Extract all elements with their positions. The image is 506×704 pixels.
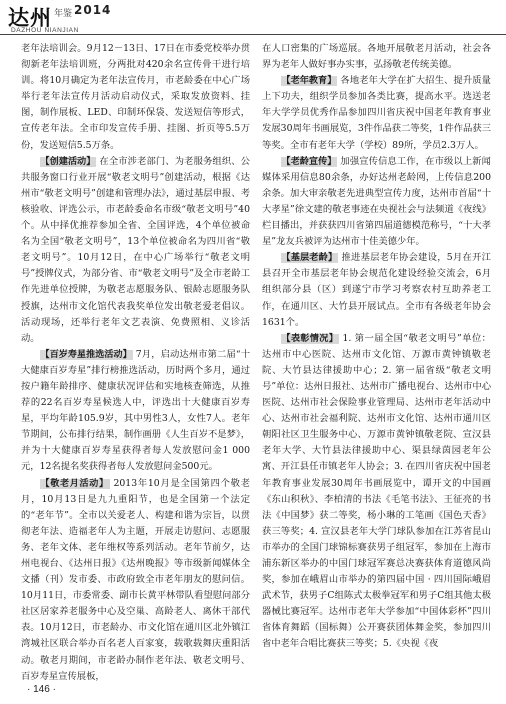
paragraph-text: 7月，启动达州市第二届“十大健康百岁寿星”排行榜推选活动，历时两个多月，通过按户籍年龄排序、健康状况评估和实地核查筛选，从推荐的22名百岁寿星候选人中，评选出十大健康百岁寿星，平均年龄105.9岁，其中男性3人，女性7人。老年节期间，公布排行结果，制作画册《人生百岁不是梦》，并为十大健康百岁寿星获得者每人发放慰问金1 000元，12名提名奖获得者每人发放慰问金500元。 bbox=[21, 348, 250, 473]
paragraph bbox=[21, 476, 250, 685]
running-header bbox=[0, 0, 506, 36]
header-rule bbox=[0, 34, 506, 35]
paragraph-text: 1. 第一届全国“敬老文明号”单位：达州市中心医院、达州市文化馆、万源市黄钟镇敬老院、大竹县达律援助中心；2. 第一届省级“敬老文明号”单位：达州日报社、达州市广播电视台、达州市中心医院、达州市社会保险事业管理局、达州市老年活动中心、达州市社会福利院、达州市文化馆、达州市通川区朝阳社区卫生服务中心、万源市黄钟镇敬老院、宣汉县老年大学、大竹县法律援助中心、渠县绿茵园老年公寓、开江县任市镇老年人协会；3. 在四川省庆祝中国老年教育事业发展30周年书画展览中，谭开文的中国画《东山积秋》、李柏清的书法《毛笔书法》、王征亮的书法《中国梦》获二等奖，杨小琳的工笔画《国色天香》获三等奖；4. 宣汉县老年大学门球队参加在江苏省昆山市举办的全国门球锦标赛获男子组冠军，参加在上海市浦东新区举办的中国门球冠军赛总决赛获体育道德风尚奖，参加在峨眉山市举办的第四届中国 · 四川国际峨眉武术节，获男子C组陈式太极拳冠军和男子C组其他太极器械比赛冠军。达州市老年大学参加“中国体彩杯”四川省体育舞蹈（国标舞）公开赛获团体舞金奖，参加四川省中老年合唱比赛获三等奖；5.《央视《夜 bbox=[262, 332, 491, 650]
paragraph bbox=[21, 347, 250, 476]
section-heading: 【基层老龄】 bbox=[281, 253, 338, 264]
paragraph bbox=[21, 154, 250, 347]
section-heading: 【老年教育】 bbox=[281, 76, 337, 87]
header-title: 达州 bbox=[8, 6, 52, 30]
paragraph-text: 老年法培训会。9月12－13日、17日在市委党校举办贯彻新老年法培训班，分两批对420余名宣传骨干进行培训。将10月确定为老年法宣传月，市老龄委在中心广场举行老年法宣传月活动启动仪式，采取发放资料、挂图，制作展板、LED、印制环保袋、发送短信等形式，宣传老年法。全市印发宣传手册、挂图、折页等5.5万份，发送短信5.5万条。 bbox=[21, 43, 250, 151]
paragraph-text: 推进基层老年协会建设，5月在开江县召开全市基层老年协会规范化建设经验交流会，6月组织部分县（区）到遂宁市学习考察农村互助养老工作，在通川区、大竹县开展试点。全市有各级老年协会1631个。 bbox=[262, 252, 491, 328]
section-heading: 【表彰情况】 bbox=[281, 333, 339, 344]
paragraph bbox=[262, 250, 491, 330]
left-column bbox=[21, 41, 250, 685]
page-number: · 146 · bbox=[27, 684, 56, 695]
paragraph-text: 加强宣传信息工作，在市级以上新闻媒体采用信息80余条，办好达州老龄网，上传信息200余条。加大审亲敬老先进典型宣传力度，达州市首届“十大孝星”徐文建的敬老事迹在央视社会与法频道《夜线》栏目播出，并获获四川省第四届道德模范称号，“十大孝星”龙友兵被评为达州市十佳美德少年。 bbox=[262, 155, 491, 248]
paragraph bbox=[262, 73, 491, 153]
section-heading: 【百岁寿星推选活动】 bbox=[40, 349, 132, 360]
paragraph bbox=[262, 331, 491, 653]
paragraph-text: 在人口密集的广场巡展。各地开展敬老月活动，社会各界为老年人做好事办实事，弘扬敬老传统美德。 bbox=[262, 43, 491, 71]
header-year: 2014 bbox=[74, 3, 112, 17]
paragraph-text: 各地老年大学在扩大招生、提升质量上下功夫，组织学员参加各类比赛，提高水平。选送老年大学学员优秀作品参加四川省庆祝中国老年教育事业发展30周年书画展览，3件作品获二等奖，1件作品获三等奖。全市有老年大学（学校）89所，学员2.3万人。 bbox=[262, 75, 491, 151]
section-heading: 【老龄宣传】 bbox=[281, 156, 337, 167]
paragraph-text: 在全市涉老部门、为老服务组织、公共服务窗口行业开展“敬老文明号”创建活动，根据《达州市“敬老文明号”创建和管理办法》，通过基层申报、考核验收、评选公示，市老龄委命名市级“敬老文明号”40个。从中择优推荐参加全省、全国评选，4个单位被命名为全国“敬老文明号”，13个单位被命名为四川省“敬老文明号”。10月12日，在中心广场举行“敬老文明号”授牌仪式，为部分省、市“敬老文明号”及全市老龄工作先进单位授牌，为敬老志愿服务队、银龄志愿服务队授旗，达州市文化馆代表我奖单位发出敬老爱老倡议。活动现场，还举行老年文艺表演、免费照相、义诊活动。 bbox=[21, 155, 250, 344]
section-heading: 【敬老月活动】 bbox=[40, 478, 109, 489]
paragraph bbox=[21, 41, 250, 154]
section-heading: 【创建活动】 bbox=[40, 156, 96, 167]
right-column bbox=[262, 41, 491, 653]
paragraph bbox=[262, 154, 491, 251]
paragraph bbox=[262, 41, 491, 73]
header-subtitle: DAZHOU NIANJIAN bbox=[11, 27, 79, 34]
paragraph-text: 2013年10月是全国第四个敬老月，10月13日是九九重阳节，也是全国第一个法定的“老年节”。全市以关爱老人、构建和谐为宗旨，以贯彻老年法、造福老年人为主题，开展走访慰问、志愿服务、老年文体、老年维权等系列活动。老年节前夕，达州电视台、《达州日报》《达州晚报》等市级新闻媒体全文播（刊）发市委、市政府致全市老年朋友的慰问信。10月11日，市委常委、副市长黄平林带队看望慰问部分社区居家养老服务中心及空巢、高龄老人、离休干部代表。10月12日，市老龄办、市文化馆在通川区北外镇江湾城社区联合举办百名老人百家宴，载歌载舞庆重阳活动。敬老月期间，市老龄办制作老年法、敬老文明号、百岁寿星宣传展板， bbox=[21, 477, 250, 682]
header-nianjian: 年鉴 bbox=[54, 9, 73, 19]
